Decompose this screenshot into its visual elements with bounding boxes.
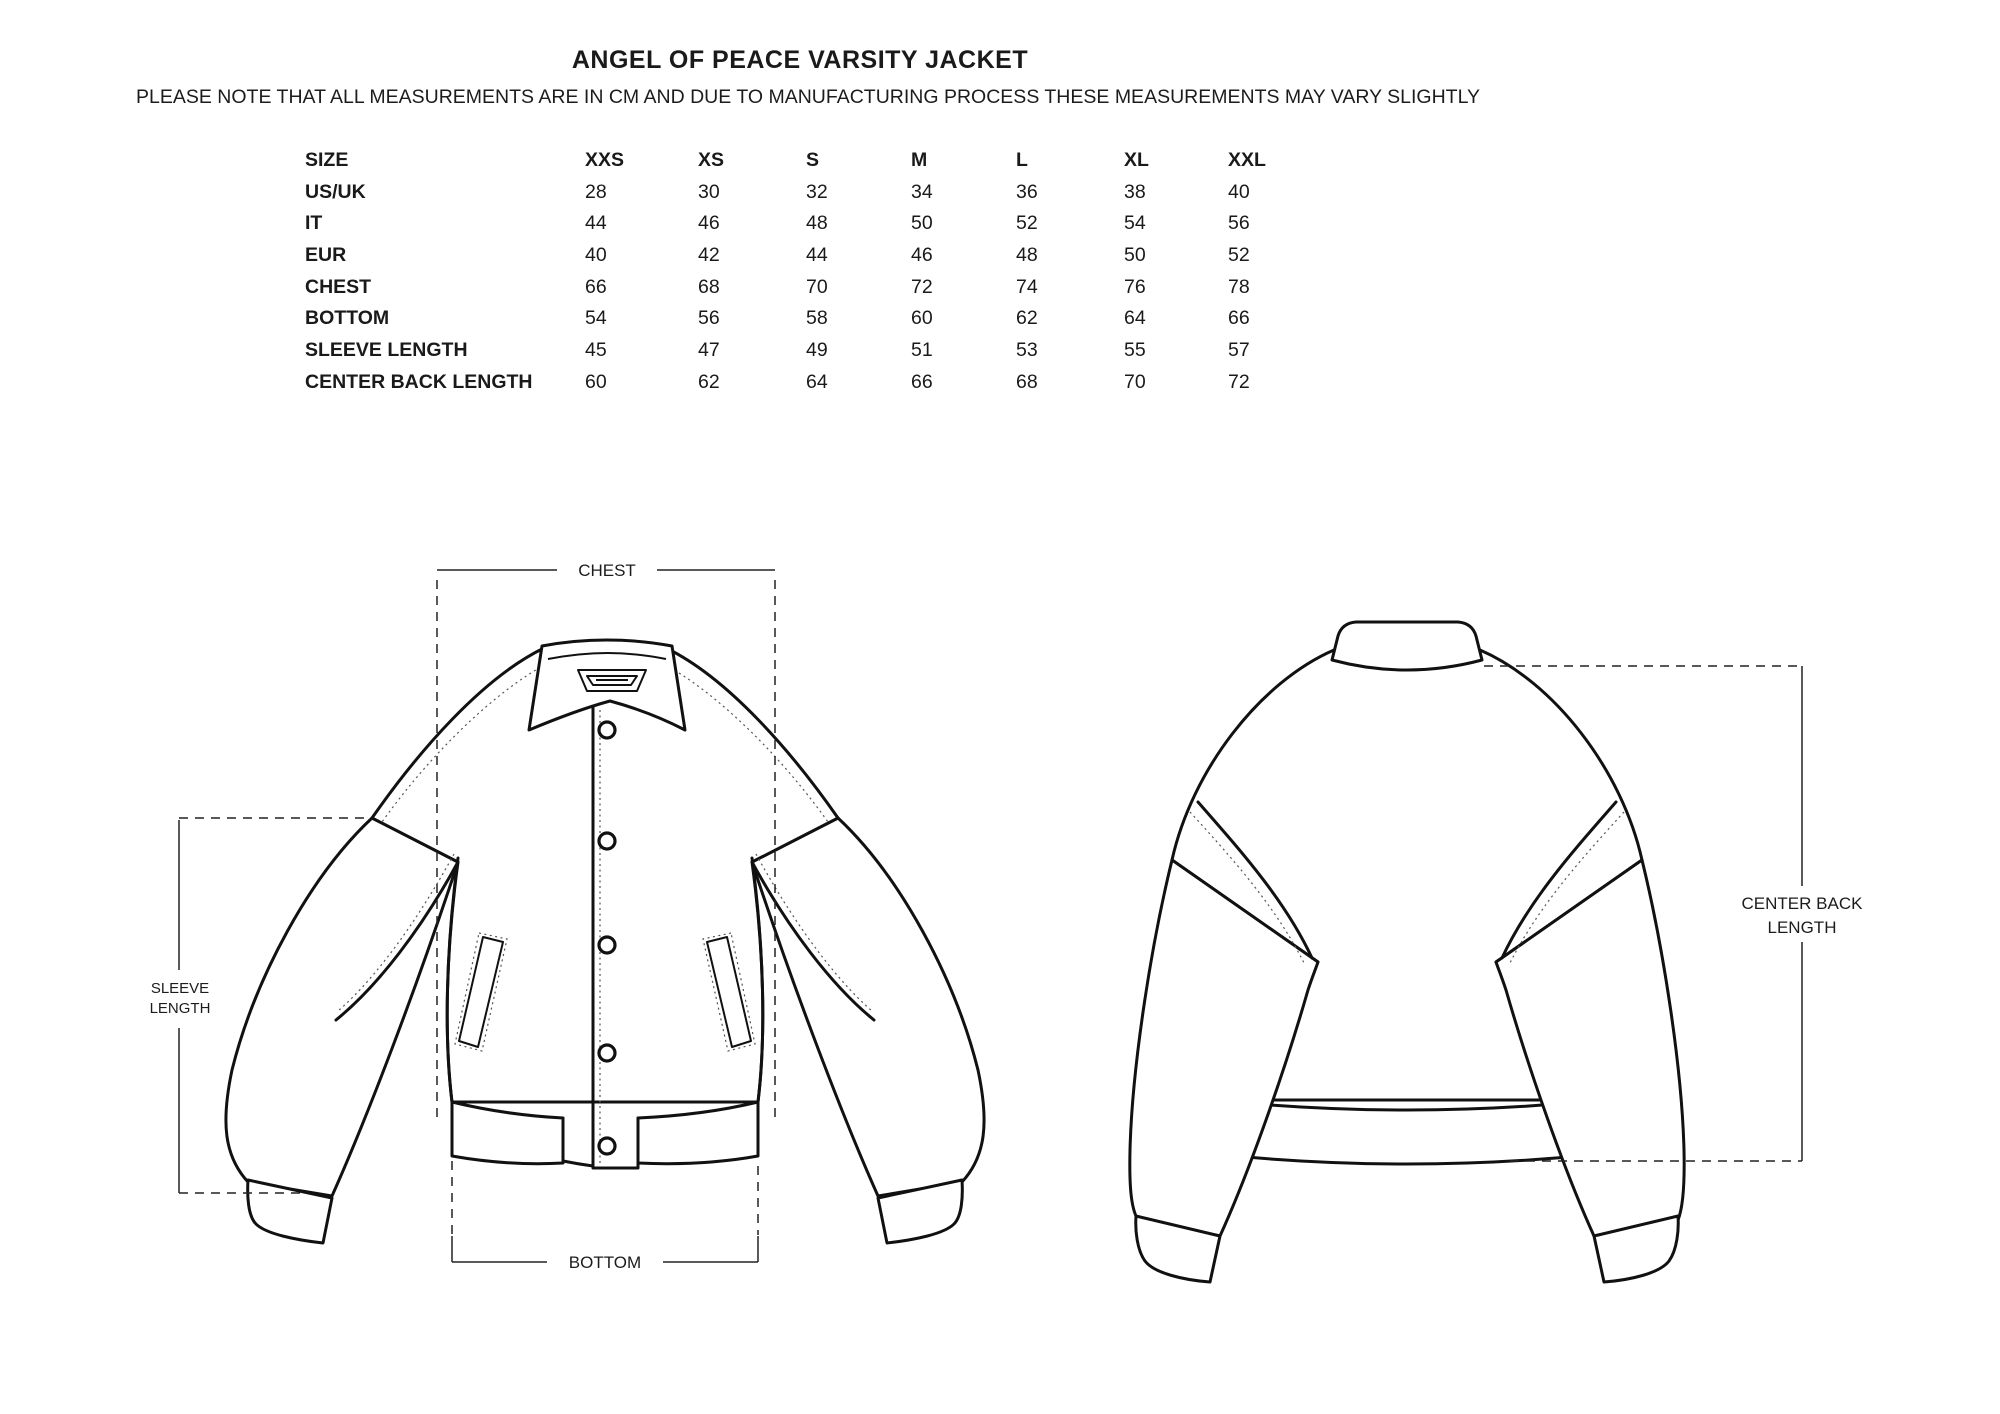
table-cell: 28 bbox=[585, 181, 607, 203]
table-header-row bbox=[0, 149, 1400, 177]
table-cell: 57 bbox=[1228, 339, 1250, 361]
col-header-xxs: XXS bbox=[585, 149, 625, 171]
table-header-size: SIZE bbox=[305, 149, 349, 171]
snap-button bbox=[599, 722, 615, 738]
table-cell: 42 bbox=[698, 244, 720, 266]
table-cell: 49 bbox=[806, 339, 828, 361]
table-cell: 55 bbox=[1124, 339, 1146, 361]
snap-button bbox=[599, 833, 615, 849]
sleeve-length-label-line1: SLEEVE bbox=[150, 980, 210, 997]
table-cell: 54 bbox=[585, 307, 607, 329]
back-jacket-illustration bbox=[1130, 622, 1684, 1282]
table-cell: 68 bbox=[1016, 371, 1038, 393]
front-hem-band-left bbox=[452, 1102, 563, 1164]
front-view-diagram bbox=[100, 430, 1050, 1310]
table-cell: 40 bbox=[585, 244, 607, 266]
front-right-sleeve bbox=[752, 818, 984, 1196]
table-cell: 34 bbox=[911, 181, 933, 203]
table-cell: 46 bbox=[698, 212, 720, 234]
col-header-xxl: XXL bbox=[1228, 149, 1266, 171]
sleeve-length-label-line2: LENGTH bbox=[149, 1000, 211, 1017]
row-label: US/UK bbox=[305, 181, 366, 203]
table-row-sleeve-length bbox=[0, 339, 1400, 367]
table-row-bottom bbox=[0, 307, 1400, 335]
table-cell: 70 bbox=[1124, 371, 1146, 393]
snap-button bbox=[599, 1138, 615, 1154]
col-header-xl: XL bbox=[1124, 149, 1149, 171]
row-label: BOTTOM bbox=[305, 307, 390, 329]
col-header-s: S bbox=[806, 149, 820, 171]
table-cell: 48 bbox=[1016, 244, 1038, 266]
center-back-length-label-line2: LENGTH bbox=[1767, 918, 1837, 937]
table-cell: 78 bbox=[1228, 276, 1250, 298]
back-view-diagram bbox=[1080, 430, 1920, 1310]
table-row-us-uk bbox=[0, 181, 1400, 209]
table-cell: 66 bbox=[911, 371, 933, 393]
snap-button bbox=[599, 1045, 615, 1061]
col-header-l: L bbox=[1016, 149, 1028, 171]
table-cell: 36 bbox=[1016, 181, 1038, 203]
row-label: SLEEVE LENGTH bbox=[305, 339, 468, 361]
table-cell: 60 bbox=[911, 307, 933, 329]
table-cell: 64 bbox=[1124, 307, 1146, 329]
table-cell: 64 bbox=[806, 371, 828, 393]
table-cell: 66 bbox=[585, 276, 607, 298]
front-hem-center-edge bbox=[563, 1161, 593, 1166]
back-hem-band bbox=[1214, 1100, 1600, 1164]
table-cell: 66 bbox=[1228, 307, 1250, 329]
table-row-center-back-length bbox=[0, 371, 1400, 399]
table-cell: 58 bbox=[806, 307, 828, 329]
front-hem-band-right bbox=[638, 1102, 758, 1164]
table-cell: 51 bbox=[911, 339, 933, 361]
row-label: EUR bbox=[305, 244, 347, 266]
front-jacket-illustration bbox=[226, 640, 984, 1243]
col-header-m: M bbox=[911, 149, 928, 171]
bottom-measurement bbox=[452, 1161, 758, 1272]
table-row-eur bbox=[0, 244, 1400, 272]
snap-button bbox=[599, 937, 615, 953]
page-title: ANGEL OF PEACE VARSITY JACKET bbox=[571, 46, 1029, 74]
table-cell: 53 bbox=[1016, 339, 1038, 361]
front-left-sleeve bbox=[226, 818, 458, 1196]
table-cell: 50 bbox=[1124, 244, 1146, 266]
table-cell: 52 bbox=[1016, 212, 1038, 234]
table-cell: 60 bbox=[585, 371, 607, 393]
table-cell: 46 bbox=[911, 244, 933, 266]
table-cell: 72 bbox=[1228, 371, 1250, 393]
col-header-xs: XS bbox=[698, 149, 725, 171]
bottom-measure-label: BOTTOM bbox=[568, 1253, 642, 1272]
table-cell: 44 bbox=[585, 212, 607, 234]
table-row-chest bbox=[0, 276, 1400, 304]
back-collar bbox=[1332, 622, 1482, 670]
row-label: IT bbox=[305, 212, 323, 234]
table-cell: 56 bbox=[698, 307, 720, 329]
table-cell: 40 bbox=[1228, 181, 1250, 203]
table-cell: 56 bbox=[1228, 212, 1250, 234]
table-row-it bbox=[0, 212, 1400, 240]
chest-measure-label: CHEST bbox=[578, 561, 636, 580]
table-cell: 68 bbox=[698, 276, 720, 298]
table-cell: 72 bbox=[911, 276, 933, 298]
table-cell: 50 bbox=[911, 212, 933, 234]
table-cell: 32 bbox=[806, 181, 828, 203]
row-label: CENTER BACK LENGTH bbox=[305, 371, 533, 393]
table-cell: 74 bbox=[1016, 276, 1038, 298]
center-back-length-label-line1: CENTER BACK bbox=[1741, 894, 1863, 913]
row-label: CHEST bbox=[305, 276, 372, 298]
table-cell: 62 bbox=[1016, 307, 1038, 329]
table-cell: 76 bbox=[1124, 276, 1146, 298]
table-cell: 47 bbox=[698, 339, 720, 361]
table-cell: 70 bbox=[806, 276, 828, 298]
table-cell: 45 bbox=[585, 339, 607, 361]
table-cell: 48 bbox=[806, 212, 828, 234]
table-cell: 52 bbox=[1228, 244, 1250, 266]
table-cell: 38 bbox=[1124, 181, 1146, 203]
table-cell: 30 bbox=[698, 181, 720, 203]
page-subtitle: PLEASE NOTE THAT ALL MEASUREMENTS ARE IN CM AND DUE TO MANUFACTURING PROCESS THESE MEASUREMENTS MAY VARY SLIGHTLY bbox=[136, 86, 1480, 108]
table-cell: 54 bbox=[1124, 212, 1146, 234]
table-cell: 62 bbox=[698, 371, 720, 393]
table-cell: 44 bbox=[806, 244, 828, 266]
